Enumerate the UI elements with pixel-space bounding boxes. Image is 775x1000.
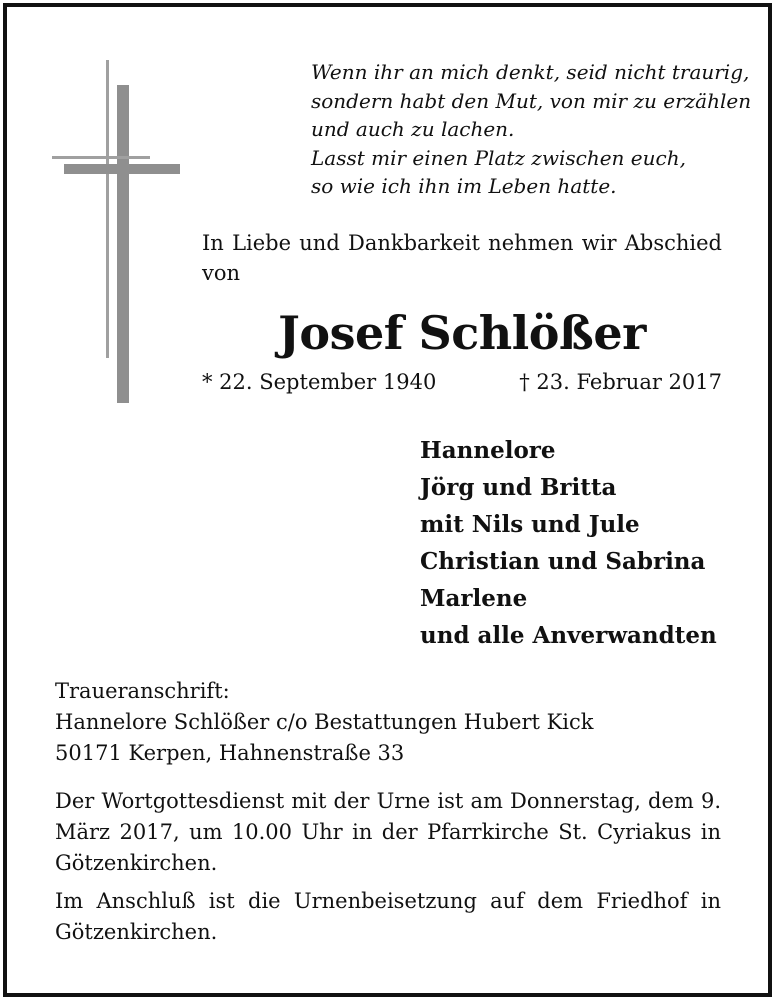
- intro-text: In Liebe und Dankbarkeit nehmen wir Abschied von: [202, 231, 722, 285]
- poem-line: so wie ich ihn im Leben hatte.: [311, 174, 617, 198]
- family-member: Christian und Sabrina: [420, 548, 706, 575]
- poem-line: Wenn ihr an mich denkt, seid nicht traurig,: [311, 60, 750, 84]
- family-member: Hannelore: [420, 437, 556, 464]
- burial-text: Im Anschluß ist die Urnenbeisetzung auf dem Friedhof in Götzenkirchen.: [55, 889, 721, 944]
- cross-icon: [50, 60, 185, 405]
- birth-date: * 22. September 1940: [202, 370, 437, 394]
- family-member: Marlene: [420, 585, 528, 612]
- service-text: Der Wortgottesdienst mit der Urne ist am Donnerstag, dem 9. März 2017, um 10.00 Uhr in der Pfarrkirche St. Cyriakus in Götzenkirchen.: [55, 789, 721, 875]
- poem-line: und auch zu lachen.: [311, 117, 515, 141]
- deceased-name: Josef Schlößer: [278, 306, 646, 360]
- mourning-address: [55, 676, 725, 769]
- address-label: Traueranschrift:: [55, 679, 230, 703]
- poem-line: sondern habt den Mut, von mir zu erzählen: [311, 88, 752, 113]
- family-member: Jörg und Britta: [420, 474, 617, 501]
- family-list: [420, 432, 750, 654]
- poem: [311, 58, 751, 201]
- address-line-2: 50171 Kerpen, Hahnenstraße 33: [55, 741, 405, 765]
- address-line-1: Hannelore Schlößer c/o Bestattungen Hubert Kick: [55, 710, 594, 734]
- family-member: mit Nils und Jule: [420, 511, 640, 538]
- family-member: und alle Anverwandten: [420, 622, 717, 649]
- death-date: † 23. Februar 2017: [519, 370, 722, 394]
- poem-line: Lasst mir einen Platz zwischen euch,: [311, 145, 686, 170]
